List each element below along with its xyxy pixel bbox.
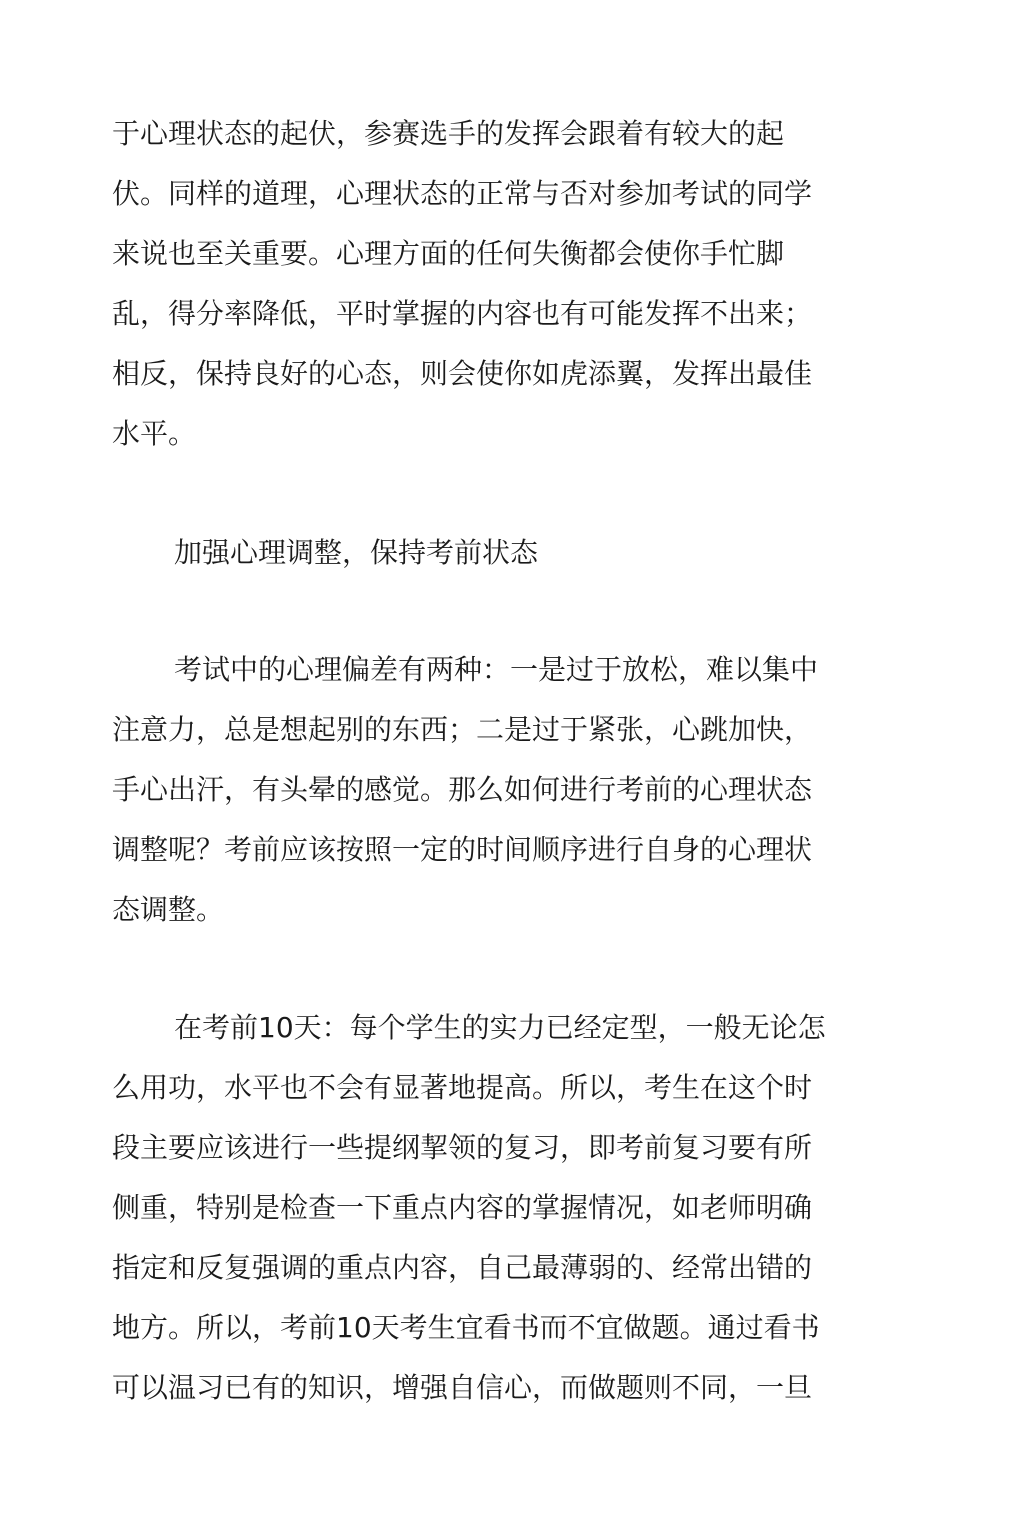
text-line: 于心理状态的起伏，参赛选手的发挥会跟着有较大的起 <box>112 117 785 150</box>
text-line: 手心出汗，有头晕的感觉。那么如何进行考前的心理状态 <box>112 773 813 806</box>
text-line: 水平。 <box>112 417 197 450</box>
text-line: 可以温习已有的知识，增强自信心，而做题则不同，一旦 <box>112 1371 813 1404</box>
text-line: 相反，保持良好的心态，则会使你如虎添翼，发挥出最佳 <box>112 357 813 390</box>
text-line: 地方。所以，考前10天考生宜看书而不宜做题。通过看书 <box>112 1311 820 1344</box>
section-heading: 加强心理调整，保持考前状态 <box>174 536 539 569</box>
text-line: 侧重，特别是检查一下重点内容的掌握情况，如老师明确 <box>112 1191 813 1224</box>
text-line: 态调整。 <box>112 893 225 926</box>
text-line: 伏。同样的道理，心理状态的正常与否对参加考试的同学 <box>112 177 813 210</box>
text-line: 考试中的心理偏差有两种：一是过于放松，难以集中 <box>174 653 819 686</box>
text-line: 注意力，总是想起别的东西；二是过于紧张，心跳加快， <box>112 713 813 746</box>
text-line: 乱，得分率降低，平时掌握的内容也有可能发挥不出来； <box>112 297 813 330</box>
text-line: 指定和反复强调的重点内容，自己最薄弱的、经常出错的 <box>112 1251 813 1284</box>
text-line: 段主要应该进行一些提纲挈领的复习，即考前复习要有所 <box>112 1131 813 1164</box>
text-line: 来说也至关重要。心理方面的任何失衡都会使你手忙脚 <box>112 237 785 270</box>
text-line: 在考前10天：每个学生的实力已经定型，一般无论怎 <box>174 1011 826 1044</box>
text-line: 么用功，水平也不会有显著地提高。所以，考生在这个时 <box>112 1071 813 1104</box>
text-line: 调整呢？考前应该按照一定的时间顺序进行自身的心理状 <box>112 833 813 866</box>
